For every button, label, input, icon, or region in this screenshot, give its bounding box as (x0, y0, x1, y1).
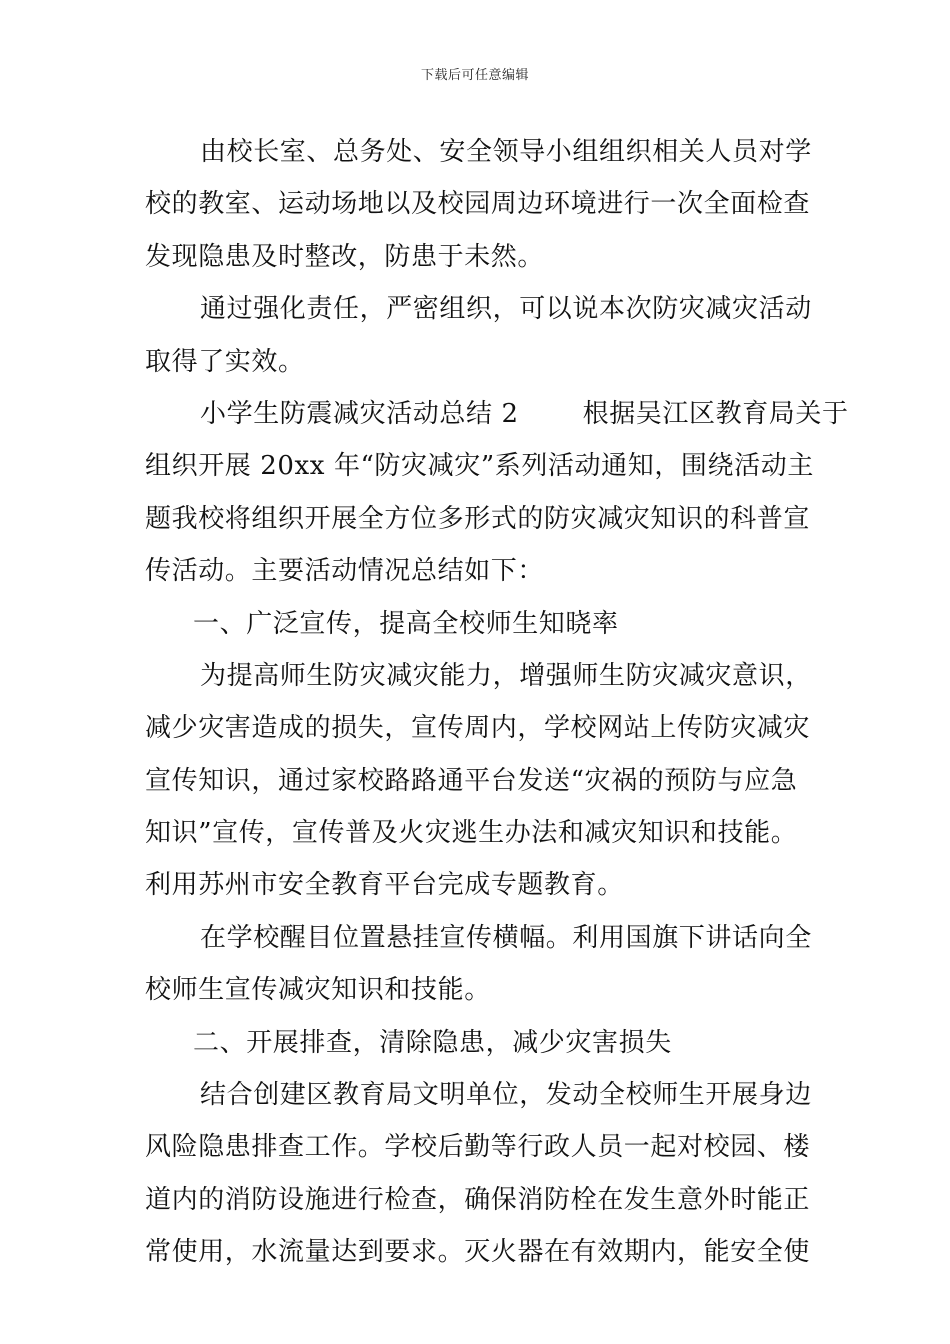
section-title-line (145, 388, 849, 440)
text-line: 结合创建区教育局文明单位，发动全校师生开展身边 (200, 1080, 812, 1111)
text-line: 校师生宣传减灾知识和技能。 (145, 975, 491, 1006)
text-line: 通过强化责任，严密组织，可以说本次防灾减灾活动 (200, 294, 812, 325)
text-line: 传活动。主要活动情况总结如下： (145, 556, 545, 587)
text-line: 在学校醒目位置悬挂宣传横幅。利用国旗下讲话向全 (200, 922, 812, 953)
text-line: 由校长室、总务处、安全领导小组组织相关人员对学 (200, 137, 812, 167)
text-line: 宣传知识，通过家校路路通平台发送“灾祸的预防与应急 (145, 765, 798, 796)
document-body (145, 126, 849, 1279)
subheading: 一、广泛宣传，提高全校师生知晓率 (193, 608, 619, 639)
section-title: 小学生防震减灾活动总结 2 (200, 398, 519, 429)
text-line: 题我校将组织开展全方位多形式的防灾减灾知识的科普宣 (145, 503, 811, 534)
text-span: 根据吴江区教育局关于 (582, 398, 849, 429)
text-line: 利用苏州市安全教育平台完成专题教育。 (145, 870, 624, 901)
text-line: 取得了实效。 (145, 346, 305, 377)
text-line: 为提高师生防灾减灾能力，增强师生防灾减灾意识， (200, 660, 812, 691)
text-line: 常使用，水流量达到要求。灭火器在有效期内，能安全使 (145, 1237, 811, 1268)
text-line: 校的教室、运动场地以及校园周边环境进行一次全面检查 (145, 189, 811, 220)
text-line: 减少灾害造成的损失，宣传周内，学校网站上传防灾减灾 (145, 713, 811, 744)
page-header-note: 下载后可任意编辑 (420, 68, 529, 83)
text-line: 道内的消防设施进行检查，确保消防栓在发生意外时能正 (145, 1184, 811, 1215)
text-line: 知识”宣传，宣传普及火灾逃生办法和减灾知识和技能。 (145, 818, 798, 849)
subheading: 二、开展排查，清除隐患，减少灾害损失 (193, 1027, 672, 1058)
text-line: 组织开展 20xx 年“防灾减灾”系列活动通知，围绕活动主 (145, 451, 814, 482)
text-line: 风险隐患排查工作。学校后勤等行政人员一起对校园、楼 (145, 1132, 811, 1163)
text-line: 发现隐患及时整改，防患于未然。 (145, 241, 545, 272)
